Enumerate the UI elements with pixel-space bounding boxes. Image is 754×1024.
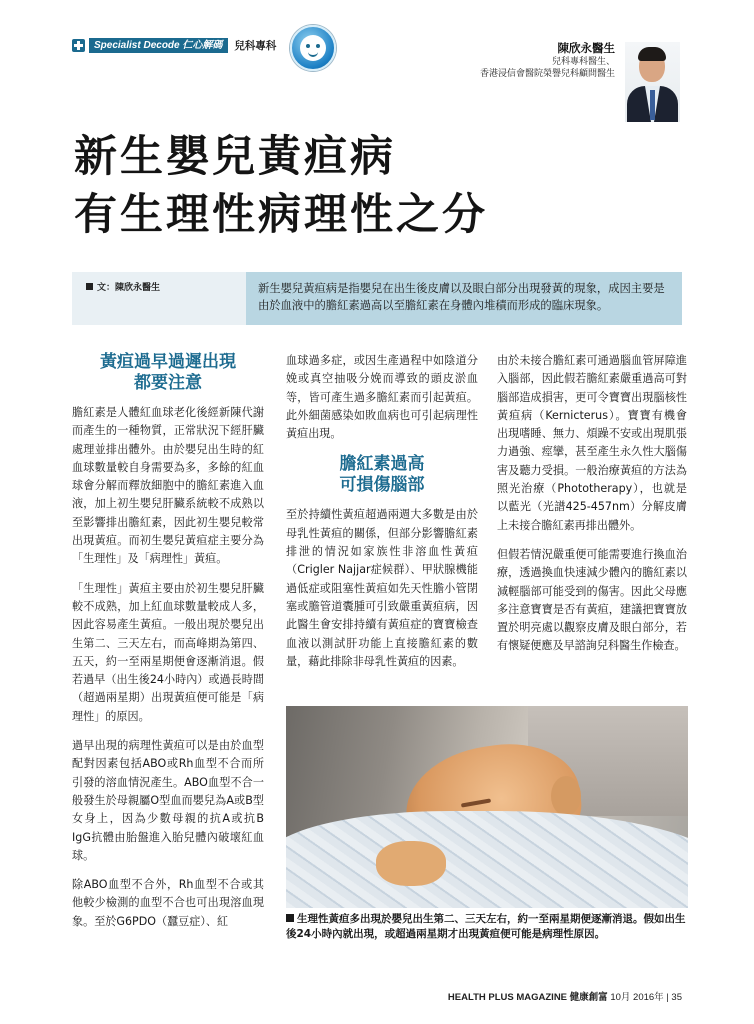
paragraph: 血球過多症，或因生產過程中如陰道分娩或真空抽吸分娩而導致的頭皮淤血等，皆可產生過多膽紅素而引起黃疸。此外細菌感染如敗血病也可引起病理性黃疸出現。 (286, 354, 478, 441)
bullet-square-icon (86, 283, 93, 290)
caption-text: 生理性黃疸多出現於嬰兒出生第二、三天左右，約一至兩星期便逐漸消退。假如出生後24小時內就出現，或超過兩星期才出現黃疸便可能是病理性原因。 (286, 913, 686, 940)
medical-cross-icon (72, 39, 85, 52)
subheading-2-line1: 膽紅素過高 (339, 454, 425, 475)
column-3 (497, 352, 687, 667)
title-line-2: 有生理性病理性之分 (74, 190, 488, 240)
subheading-1 (72, 352, 264, 394)
article-title (74, 128, 488, 244)
magazine-name-cn: 健康創富 (569, 992, 608, 1003)
column-1 (72, 352, 264, 942)
doctor-role (355, 56, 615, 80)
section-label: 兒科專科 (234, 40, 277, 52)
byline-text: 文：陳欣永醫生 (97, 283, 161, 293)
sleeping-baby-photo (286, 706, 688, 908)
subheading-1-line2: 都要注意 (134, 373, 202, 393)
paragraph: 「生理性」黃疸主要由於初生嬰兒肝臟較不成熟，加上紅血球數量較成人多，因此容易產生黃疸。一般出現於嬰兒出生第二、三天左右，而高峰期為第四、五天，約一至兩星期便會逐漸消退。假若過早（出生後24小時內）或過長時間（超過兩星期）出現黃疸便可能是「病理性」的原因。 (72, 581, 264, 723)
paragraph: 除ABO血型不合外，Rh血型不合或其他較少檢測的血型不合也可出現溶血現象。至於G6PDO（蠶豆症）、紅 (72, 878, 264, 928)
footer-divider: | (666, 992, 669, 1003)
subheading-2-line2: 可損傷腦部 (339, 475, 425, 496)
paragraph: 過早出現的病理性黃疸可以是由於血型配對因素包括ABO或Rh血型不合而所引發的溶血情況產生。ABO血型不合一般發生於母親屬O型血而嬰兒為A或B型女身上，因為少數母親的抗A或抗B IgG抗體由胎盤進入胎兒體內破壞紅血球。 (72, 739, 264, 862)
baby-face-icon (290, 25, 336, 71)
doctor-name: 陳欣永醫生 (557, 41, 615, 55)
photo-caption (286, 912, 688, 942)
section-header (72, 38, 276, 53)
doctor-portrait (625, 42, 680, 122)
doctor-role-line1: 兒科專科醫生、 (551, 57, 615, 67)
bullet-square-icon (286, 914, 294, 922)
title-line-1: 新生嬰兒黃疸病 (74, 132, 396, 182)
subheading-2 (286, 454, 478, 496)
paragraph: 至於持續性黃疸超過兩週大多數是由於母乳性黃疸的關係，但部分影響膽紅素排泄的情況如家族性非溶血性黃疸（Crigler Najjar症候群）、甲狀腺機能過低症或阻塞性黃疸如先天性膽小管閉塞或膽管道囊腫可引致嚴重黃疸病，因此醫生會安排持續有黃疸症的寶寶檢查血液以測試肝功能上直接膽紅素的數量，藉此排除非母乳性黃疸的因素。 (286, 508, 478, 668)
intro-summary: 新生嬰兒黃疸病是指嬰兒在出生後皮膚以及眼白部分出現發黃的現象，成因主要是由於血液中的膽紅素過高以至膽紅素在身體內堆積而形成的臨床現象。 (246, 272, 682, 325)
paragraph: 但假若情況嚴重便可能需要進行換血治療，透過換血快速減少體內的膽紅素以減輕腦部可能受到的傷害。因此父母應多注意寶寶是否有黃疸，建議把寶寶放置於明亮處以觀察皮膚及眼白部分，若有懷疑便應及早諮詢兒科醫生作檢查。 (497, 547, 687, 653)
subheading-1-line1: 黃疸過早過遲出現 (100, 352, 236, 372)
magazine-name: HEALTH PLUS MAGAZINE (447, 992, 568, 1003)
column-tag: Specialist Decode 仁心解碼 (89, 38, 228, 53)
column-2 (286, 352, 478, 682)
page-footer (448, 989, 682, 1003)
paragraph: 膽紅素是人體紅血球老化後經新陳代謝而產生的一種物質，正常狀況下經肝臟處理並排出體外。由於嬰兒出生時的紅血球數量較自身需要為多，多餘的紅血球會分解而釋放細胞中的膽紅素進入血液，加上初生嬰兒肝臟系統較不成熟以至影響排出膽紅素，因此初生嬰兒較常出現黃疸。而初生嬰兒黃疸症主要分為「生理性」及「病理性」黃疸。 (72, 406, 264, 566)
page-number: 35 (671, 992, 682, 1003)
issue-date: 10月 2016年 (610, 992, 664, 1003)
byline (86, 280, 160, 293)
paragraph: 由於未接合膽紅素可通過腦血管屏障進入腦部，因此假若膽紅素嚴重過高可對腦部造成損害，更可令寶寶出現腦核性黃疸病（Kernicterus）。寶寶有機會出現嗜睡、無力、煩躁不安或出現肌張力過強、痙攣，甚至產生永久性大腦傷害及聽力受損。一般治療黃疸的方法為照光治療（Phototherapy），也就是以藍光（光譜425-457nm）分解皮膚上未接合膽紅素再排出體外。 (497, 354, 687, 532)
doctor-role-line2: 香港浸信會醫院榮譽兒科顧問醫生 (479, 69, 615, 79)
